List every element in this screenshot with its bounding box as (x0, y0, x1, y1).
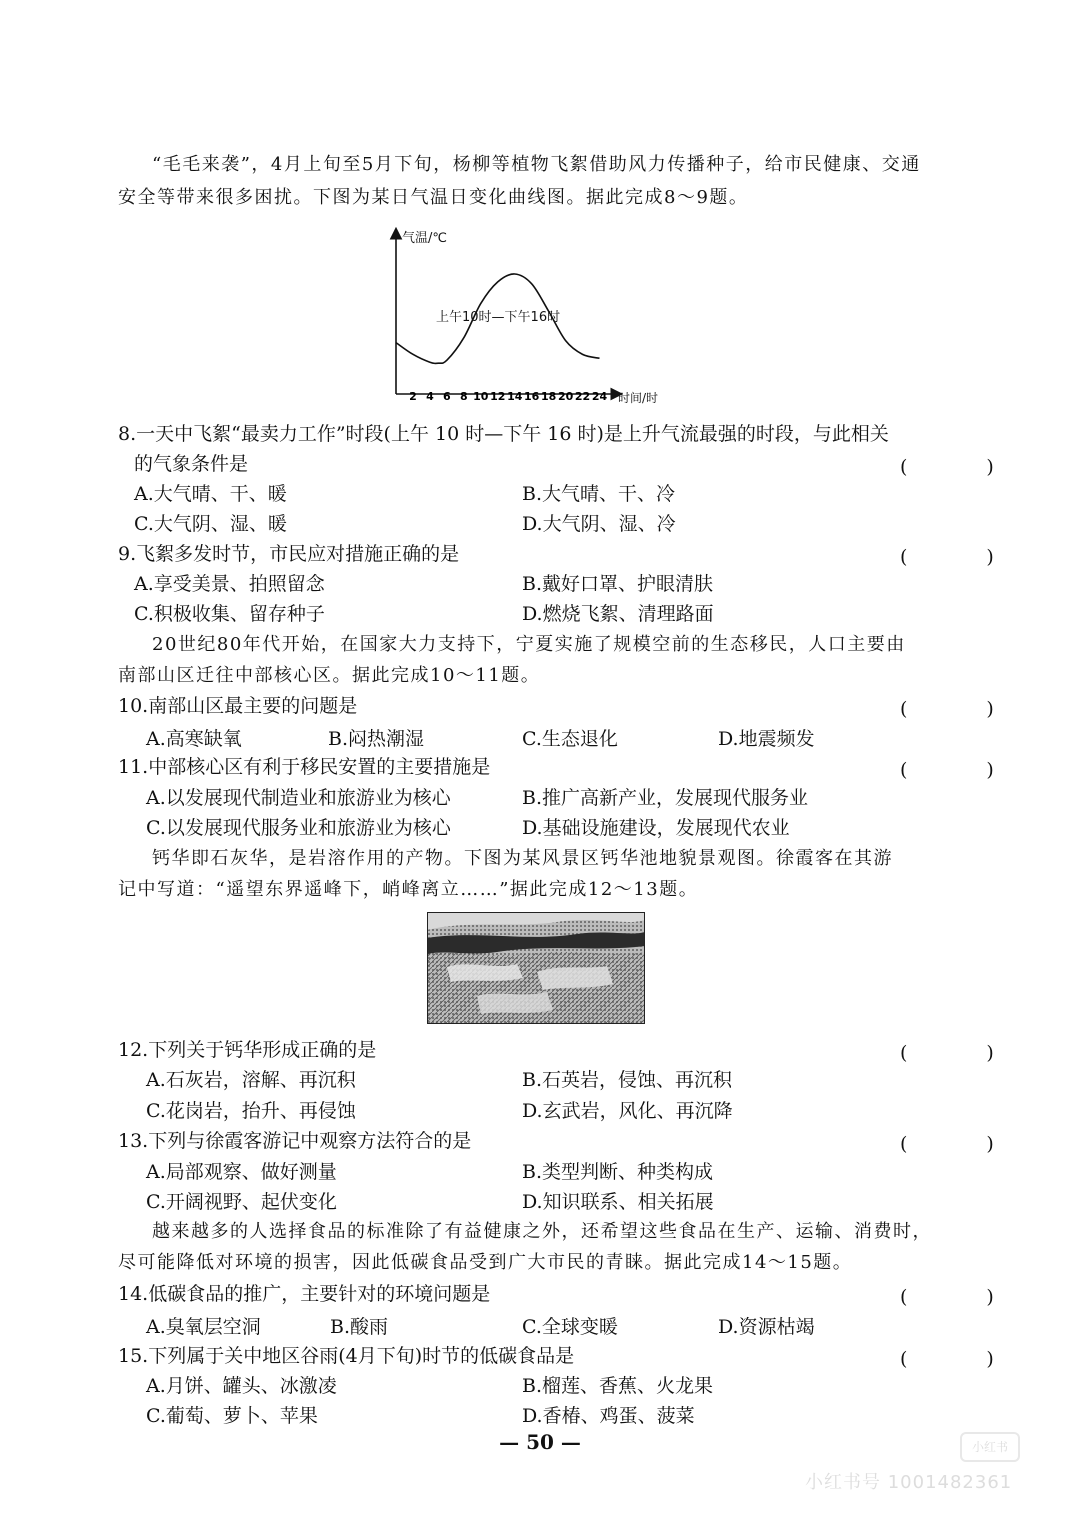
x-tick-label: 20 (557, 390, 574, 403)
q15-option-d[interactable]: D.香椿、鸡蛋、菠菜 (522, 1405, 695, 1427)
q8-stem-line-2: 的气象条件是 (134, 453, 249, 475)
x-tick-label: 2 (409, 390, 417, 403)
q11-option-a[interactable]: A.以发展现代制造业和旅游业为核心 (146, 787, 451, 809)
x-tick-label: 18 (540, 390, 557, 403)
q13-stem: 13.下列与徐霞客游记中观察方法符合的是 (118, 1130, 472, 1152)
x-tick-labels (409, 390, 607, 403)
q8-answer-paren[interactable]: ( ) (900, 456, 1024, 478)
intro-2-line-2: 南部山区迁往中部核心区。据此完成10～11题。 (118, 665, 541, 686)
q13-option-d[interactable]: D.知识联系、相关拓展 (522, 1191, 714, 1213)
q15-option-c[interactable]: C.葡萄、萝卜、苹果 (146, 1405, 318, 1427)
q14-option-c[interactable]: C.全球变暖 (522, 1316, 618, 1338)
q11-stem: 11.中部核心区有利于移民安置的主要措施是 (118, 756, 491, 778)
x-tick-label: 16 (524, 390, 540, 403)
temperature-chart-svg (380, 222, 670, 417)
q12-option-d[interactable]: D.玄武岩，风化、再沉降 (522, 1100, 733, 1122)
intro-3-line-2: 记中写道：“遥望东界遥峰下，峭峰离立……”据此完成12～13题。 (118, 879, 699, 900)
q12-answer-paren[interactable]: ( ) (900, 1042, 1024, 1064)
y-axis-label: 气温/℃ (402, 231, 447, 246)
q12-option-b[interactable]: B.石英岩，侵蚀、再沉积 (522, 1069, 733, 1091)
x-tick-label: 6 (443, 390, 451, 403)
x-axis-label: 时间/时 (618, 391, 659, 405)
q10-option-b[interactable]: B.闷热潮湿 (328, 728, 425, 750)
q9-answer-paren[interactable]: ( ) (900, 546, 1024, 568)
intro-3-line-1: 钙华即石灰华，是岩溶作用的产物。下图为某风景区钙华池地貌景观图。徐霞客在其游 (152, 848, 893, 869)
q8-option-b[interactable]: B.大气晴、干、冷 (522, 483, 676, 505)
q14-stem: 14.低碳食品的推广，主要针对的环境问题是 (118, 1283, 491, 1305)
chart-annotation: 上午10时—下午16时 (436, 310, 561, 325)
q10-option-d[interactable]: D.地震频发 (718, 728, 815, 750)
q15-option-b[interactable]: B.榴莲、香蕉、火龙果 (522, 1375, 714, 1397)
q15-option-a[interactable]: A.月饼、罐头、冰激凌 (146, 1375, 337, 1397)
intro-2-line-1: 20世纪80年代开始，在国家大力支持下，宁夏实施了规模空前的生态移民，人口主要由 (152, 634, 906, 655)
q9-option-c[interactable]: C.积极收集、留存种子 (134, 603, 325, 625)
x-tick-label: 24 (591, 390, 608, 403)
x-tick-label: 10 (473, 390, 489, 403)
x-tick-label: 12 (490, 390, 506, 403)
q12-stem: 12.下列关于钙华形成正确的是 (118, 1039, 377, 1061)
q10-option-c[interactable]: C.生态退化 (522, 728, 618, 750)
intro-1-line-2: 安全等带来很多困扰。下图为某日气温日变化曲线图。据此完成8～9题。 (118, 187, 749, 208)
q10-option-a[interactable]: A.高寒缺氧 (146, 728, 242, 750)
q9-stem: 9.飞絮多发时节，市民应对措施正确的是 (118, 543, 460, 565)
q13-option-a[interactable]: A.局部观察、做好测量 (146, 1161, 337, 1183)
q15-answer-paren[interactable]: ( ) (900, 1348, 1024, 1370)
q11-option-c[interactable]: C.以发展现代服务业和旅游业为核心 (146, 817, 451, 839)
q9-option-b[interactable]: B.戴好口罩、护眼清肤 (522, 573, 714, 595)
q12-option-c[interactable]: C.花岗岩，抬升、再侵蚀 (146, 1100, 356, 1122)
q11-answer-paren[interactable]: ( ) (900, 759, 1024, 781)
intro-4-line-2: 尽可能降低对环境的损害，因此低碳食品受到广大市民的青睐。据此完成14～15题。 (118, 1252, 853, 1273)
x-tick-label: 14 (507, 390, 523, 403)
x-tick-label: 22 (574, 390, 591, 403)
q10-stem: 10.南部山区最主要的问题是 (118, 695, 358, 717)
q13-option-c[interactable]: C.开阔视野、起伏变化 (146, 1191, 337, 1213)
q11-option-d[interactable]: D.基础设施建设，发展现代农业 (522, 817, 790, 839)
page-number: — 50 — (499, 1430, 581, 1454)
q8-option-a[interactable]: A.大气晴、干、暖 (134, 483, 287, 505)
q8-option-c[interactable]: C.大气阴、湿、暖 (134, 513, 287, 535)
q13-answer-paren[interactable]: ( ) (900, 1133, 1024, 1155)
q14-answer-paren[interactable]: ( ) (900, 1286, 1024, 1308)
calcium-pool-photo (427, 912, 645, 1024)
q12-option-a[interactable]: A.石灰岩，溶解、再沉积 (146, 1069, 356, 1091)
q9-option-a[interactable]: A.享受美景、拍照留念 (134, 573, 325, 595)
q11-option-b[interactable]: B.推广高新产业，发展现代服务业 (522, 787, 809, 809)
calcium-pool-landscape-image (427, 912, 645, 1024)
temperature-chart (380, 222, 670, 417)
q15-stem: 15.下列属于关中地区谷雨(4月下旬)时节的低碳食品是 (118, 1345, 575, 1367)
watermark-logo: 小红书 (960, 1432, 1020, 1462)
q9-option-d[interactable]: D.燃烧飞絮、清理路面 (522, 603, 714, 625)
x-tick-label: 8 (460, 390, 468, 403)
watermark-text: 小红书号 1001482361 (805, 1472, 1013, 1493)
q13-option-b[interactable]: B.类型判断、种类构成 (522, 1161, 714, 1183)
intro-4-line-1: 越来越多的人选择食品的标准除了有益健康之外，还希望这些食品在生产、运输、消费时， (152, 1221, 932, 1242)
q10-answer-paren[interactable]: ( ) (900, 698, 1024, 720)
x-tick-label: 4 (426, 390, 434, 403)
intro-1-line-1: “毛毛来袭”，4月上旬至5月下旬，杨柳等植物飞絮借助风力传播种子，给市民健康、交通 (152, 154, 921, 175)
q8-option-d[interactable]: D.大气阴、湿、冷 (522, 513, 676, 535)
q14-option-a[interactable]: A.臭氧层空洞 (146, 1316, 261, 1338)
q8-stem-line-1: 8.一天中飞絮“最卖力工作”时段(上午 10 时—下午 16 时)是上升气流最强的时段，与此相关 (118, 423, 889, 445)
q14-option-b[interactable]: B.酸雨 (330, 1316, 389, 1338)
q14-option-d[interactable]: D.资源枯竭 (718, 1316, 815, 1338)
